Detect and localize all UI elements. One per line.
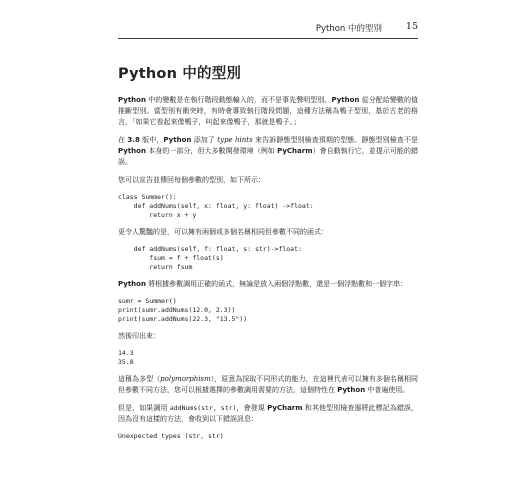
text-span: 版中， — [139, 136, 164, 144]
term-python: Python — [331, 96, 360, 104]
term-pycharm: PyCharm — [277, 147, 313, 155]
text-span: 本身的一部分，但大多數開發環境（例如 — [145, 147, 278, 155]
code-block-output: 14.3 35.8 — [118, 349, 134, 366]
text-span: ）會自動執行它，並提示可能的錯誤。 — [118, 147, 419, 166]
paragraph-overloading: 更令人驚豔的是，可以擁有兩個或多個名稱相同但參數不同的函式： — [118, 228, 328, 236]
paragraph-polymorphism — [118, 374, 418, 396]
text-span: 中普遍使用。 — [365, 386, 410, 394]
term-python: Python — [163, 136, 192, 144]
text-span: 將根據參數調用正確的函式，無論是放入兩個浮點數，還是一個浮點數和一個字串： — [145, 280, 408, 288]
code-block-usage: sumr = Summer() print(sumr.addNums(12.0, 2.3)) print(sumr.addNums(22.3, "13.5")) — [118, 297, 248, 323]
text-span: 但是，如果調用 — [118, 404, 170, 412]
paragraph-type-error — [118, 403, 418, 425]
text-span: 和其他型別檢查器將此標記為錯誤，因為沒有這樣的方法，會收到以下錯誤訊息： — [118, 404, 418, 423]
page-number: 15 — [405, 21, 418, 32]
text-span: ），原意為採取不同形式的能力，在這裡代表可以擁有多個名稱相同但參數不同方法，您可以根據選擇的參數調用需要的方法，這個特性在 — [118, 375, 419, 394]
inline-code: addNums(str, str) — [169, 404, 237, 412]
term-type-hints: type hints — [217, 136, 253, 144]
term-python: Python — [118, 147, 146, 155]
term-python: Python — [118, 280, 146, 288]
term-polymorphism: polymorphism — [160, 375, 211, 383]
term-pycharm: PyCharm — [267, 404, 303, 412]
text-span: 來告訴靜態型別檢查預期的型態。靜態型別檢查不是 — [252, 136, 419, 144]
running-header-title: Python 中的型別 — [315, 24, 382, 34]
version-number: 3.8 — [127, 136, 140, 144]
code-block-summer-class: class Summer(): def addNums(self, x: float, y: float) ->float: return x + y — [118, 193, 314, 219]
text-span: 中的變數是在執行階段動態輸入的，而不是事先聲明型別。 — [145, 96, 332, 104]
text-span: 從分配給變數的值推斷型別。當型別有衝突時，有時會導致執行階段問題，這種方法稱為鴨子型別，基於古老的格言，「如果它看起來像鴨子，叫起來像鴨子，那就是鴨子。」 — [118, 96, 418, 126]
code-block-error-message: Unexpected types (str, str) — [118, 432, 224, 440]
paragraph-output-intro: 然後印出來： — [118, 332, 160, 340]
paragraph-declare-types: 您可以宣告並傳回每個參數的型別，如下所示： — [118, 176, 265, 184]
text-span: 在 — [118, 136, 128, 144]
term-python: Python — [118, 96, 146, 104]
text-span: 添加了 — [191, 136, 218, 144]
code-block-overload: def addNums(self, f: float, s: str)->float: fsum = f + float(s) return fsum — [133, 245, 302, 271]
running-header — [118, 22, 418, 39]
paragraph-duck-typing — [118, 95, 418, 128]
paragraph-type-hints — [118, 135, 418, 168]
section-title: Python 中的型別 — [118, 66, 242, 82]
term-python: Python — [337, 386, 366, 394]
text-span: ，會發現 — [236, 404, 268, 412]
text-span: 這稱為多型（ — [118, 375, 161, 383]
page-content — [118, 62, 418, 448]
paragraph-dispatch — [118, 279, 418, 290]
